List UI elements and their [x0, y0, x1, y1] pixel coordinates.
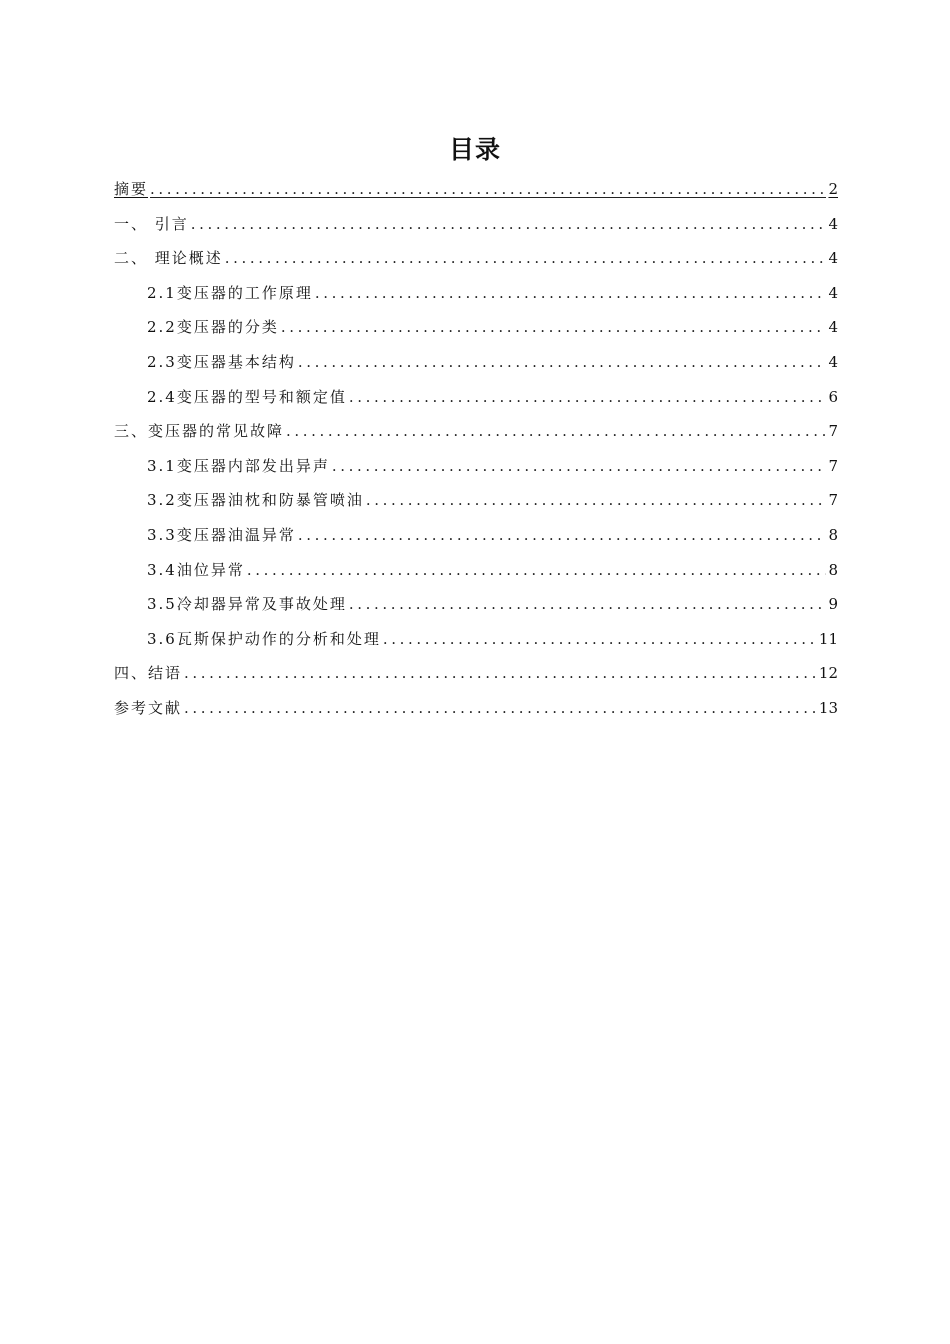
toc-entry-page: 13: [818, 698, 838, 717]
toc-entry-label: 3.2变压器油枕和防暴管喷油: [147, 491, 364, 510]
toc-entry-label: 2.3变压器基本结构: [147, 352, 296, 371]
toc-entry-3-1[interactable]: [114, 455, 838, 490]
dot-leader: [315, 284, 827, 302]
toc-entry-page: 2: [828, 180, 838, 198]
toc-entry-label: 三、变压器的常见故障: [114, 422, 285, 441]
dot-leader: [349, 595, 827, 613]
toc-entry-page: 6: [828, 387, 838, 406]
toc-entry-label: 二、 理论概述: [114, 249, 223, 268]
toc-entry-page: 12: [818, 664, 838, 683]
toc-entry-page: 4: [828, 352, 838, 371]
toc-entry-label: 一、 引言: [114, 214, 189, 233]
toc-entry-page: 7: [828, 422, 838, 441]
dot-leader: [383, 630, 817, 648]
dot-leader: [184, 699, 817, 717]
toc-entry-page: 11: [818, 629, 838, 648]
toc-entry-label: 3.3变压器油温异常: [147, 525, 296, 544]
toc-entry-2-1[interactable]: [114, 282, 838, 317]
table-of-contents: [114, 178, 838, 732]
toc-entry-page: 7: [828, 456, 838, 475]
toc-entry-3-2[interactable]: [114, 489, 838, 524]
dot-leader: [191, 215, 827, 233]
toc-entry-page: 9: [828, 595, 838, 614]
toc-entry-label: 2.4变压器的型号和额定值: [147, 387, 347, 406]
toc-entry-label: 3.1变压器内部发出异声: [147, 456, 330, 475]
dot-leader: [225, 249, 827, 267]
toc-entry-label: 2.2变压器的分类: [147, 318, 279, 337]
toc-entry-page: 4: [828, 318, 838, 337]
toc-entry-2-3[interactable]: [114, 351, 838, 386]
toc-entry-page: 7: [828, 491, 838, 510]
toc-entry-label: 3.5冷却器异常及事故处理: [147, 595, 347, 614]
toc-entry-label: 3.4油位异常: [147, 560, 245, 579]
dot-leader: [247, 561, 827, 579]
toc-entry-page: 4: [828, 249, 838, 268]
toc-entry-theory-overview[interactable]: [114, 247, 838, 282]
toc-entry-references[interactable]: [114, 697, 838, 732]
toc-entry-abstract[interactable]: [114, 178, 838, 213]
toc-entry-page: 4: [828, 283, 838, 302]
toc-entry-3-6[interactable]: [114, 628, 838, 663]
toc-entry-label: 3.6瓦斯保护动作的分析和处理: [147, 629, 381, 648]
toc-entry-page: 8: [828, 560, 838, 579]
toc-entry-3-3[interactable]: [114, 524, 838, 559]
dot-leader: [332, 457, 827, 475]
dot-leader: [298, 526, 827, 544]
toc-entry-label: 四、结语: [114, 664, 183, 683]
dot-leader: [184, 664, 817, 682]
dot-leader: [298, 353, 827, 371]
toc-entry-conclusion[interactable]: [114, 662, 838, 697]
toc-entry-3-4[interactable]: [114, 559, 838, 594]
toc-entry-page: 4: [828, 214, 838, 233]
toc-entry-page: 8: [828, 525, 838, 544]
dot-leader: [150, 180, 826, 198]
toc-entry-common-faults[interactable]: [114, 420, 838, 455]
toc-entry-label: 2.1变压器的工作原理: [147, 283, 313, 302]
toc-entry-introduction[interactable]: [114, 213, 838, 248]
toc-entry-2-4[interactable]: [114, 386, 838, 421]
toc-entry-label: 参考文献: [114, 698, 183, 717]
toc-entry-3-5[interactable]: [114, 593, 838, 628]
toc-title: 目录: [448, 135, 501, 164]
toc-entry-label: 摘要: [114, 180, 149, 198]
dot-leader: [281, 318, 827, 336]
dot-leader: [349, 388, 827, 406]
dot-leader: [286, 422, 826, 440]
toc-entry-2-2[interactable]: [114, 316, 838, 351]
dot-leader: [366, 491, 827, 509]
